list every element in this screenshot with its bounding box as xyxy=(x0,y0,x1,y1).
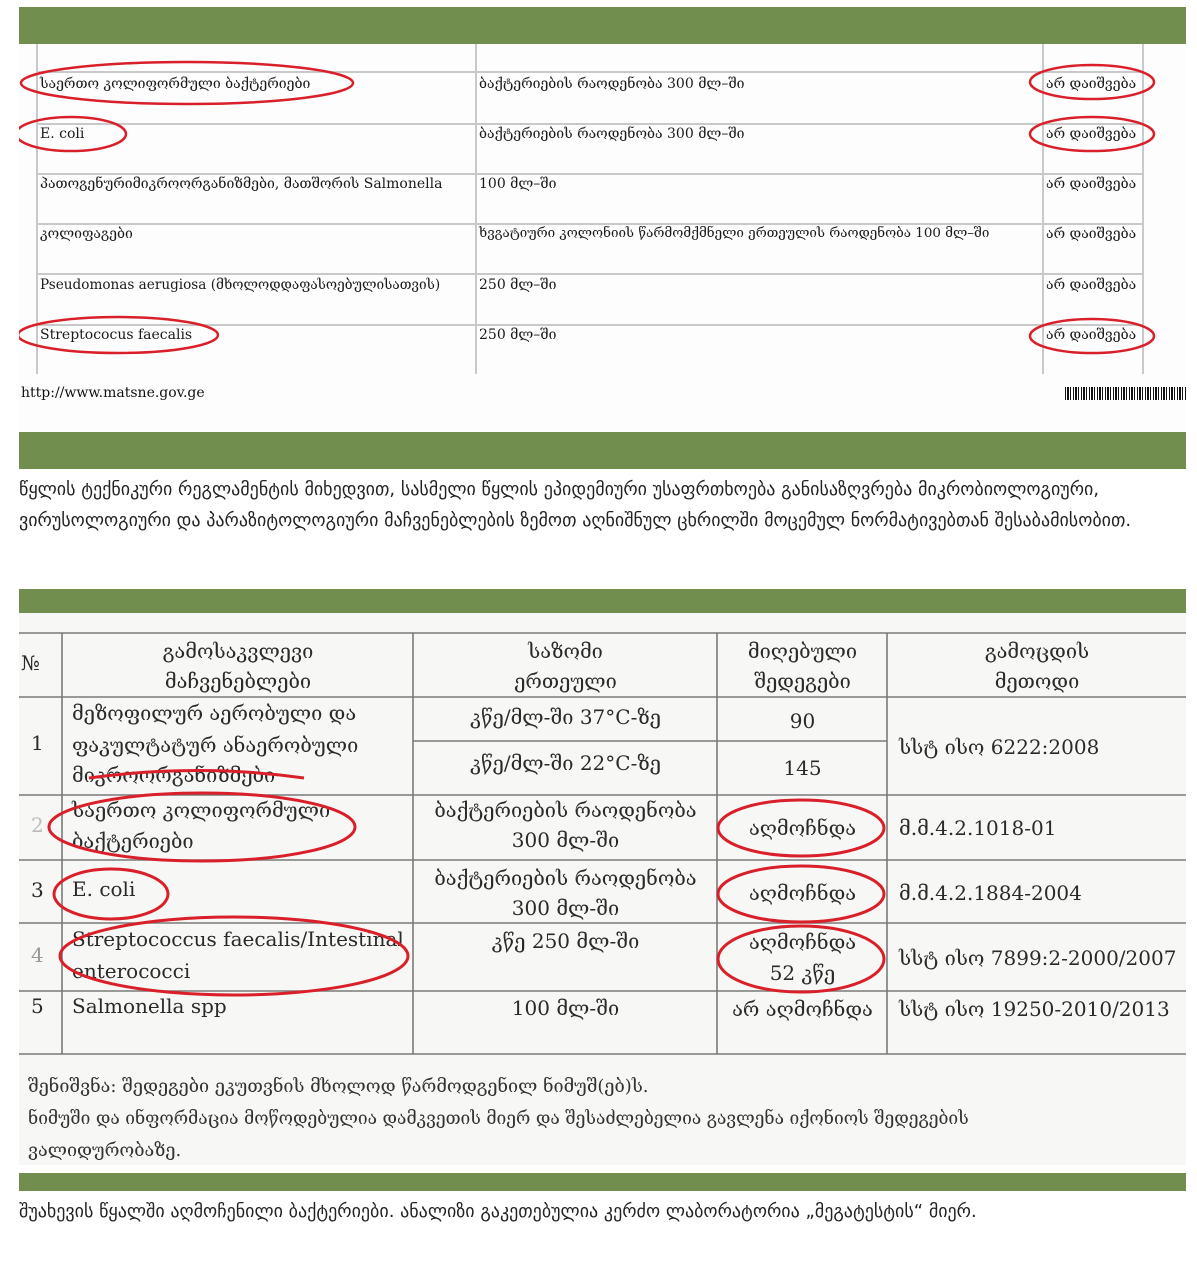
table1-row3-norm: არ დაიშვება xyxy=(1046,176,1137,192)
row4-method: სსტ ისო 7899:2-2000/2007 xyxy=(899,946,1177,970)
row3-indicator: E. coli xyxy=(72,877,136,901)
row1-unit-22c: კწე/მლ-ში 22°C-ზე xyxy=(470,751,661,775)
row2-unit-line1: ბაქტერიების რაოდენობა xyxy=(434,798,697,822)
row5-number: 5 xyxy=(31,994,44,1018)
header-indicator-line2: მაჩვენებლები xyxy=(164,669,312,693)
row2-number: 2 xyxy=(31,813,44,837)
table1-row6-unit: 250 მლ–ში xyxy=(479,327,557,343)
row1-method: სსტ ისო 6222:2008 xyxy=(899,735,1100,759)
row4-indicator-line1: Streptococcus faecalis/Intestinal xyxy=(72,927,404,951)
table1-row3-unit: 100 მლ–ში xyxy=(479,176,557,192)
table1-row1-norm: არ დაიშვება xyxy=(1046,76,1137,92)
row1-indicator-line3: მიკროორგანიზმები xyxy=(72,763,276,787)
row3-number: 3 xyxy=(31,878,44,902)
row2-result: აღმოჩნდა xyxy=(748,816,857,840)
note-line2: ნიმუში და ინფორმაცია მოწოდებულია დამკვეთის მიერ და შესაძლებელია გავლენა იქონიოს შედეგების xyxy=(28,1109,969,1129)
table1-row2-norm: არ დაიშვება xyxy=(1046,126,1137,142)
row3-unit-line1: ბაქტერიების რაოდენობა xyxy=(434,866,697,890)
table1-row6-indicator: Streptococus faecalis xyxy=(40,327,193,343)
header-indicator-line1: გამოსაკვლევი xyxy=(162,639,314,663)
caption-regulation: წყლის ტექნიკური რეგლამენტის მიხედვით, სასმელი წყლის ეპიდემიური უსაფრთხოება განისაზღვრება მიკრობიოლოგიური, ვირუსოლოგიური და პარაზიტოლოგიური მაჩვენებლების ზემოთ აღნიშნულ ცხრილში მოცემულ ნორმატივებთან შესაბამისობით. xyxy=(19,479,1132,531)
table1-row1-unit: ბაქტერიების რაოდენობა 300 მლ–ში xyxy=(479,76,745,92)
header-method-line1: გამოცდის xyxy=(984,639,1090,663)
row4-result-line1: აღმოჩნდა xyxy=(748,930,857,954)
table1-row4-indicator: კოლიფაგები xyxy=(40,226,133,242)
table1-row2-indicator: E. coli xyxy=(40,126,85,142)
table1-row5-unit: 250 მლ–ში xyxy=(479,277,557,293)
note-line3: ვალიდურობაზე. xyxy=(28,1140,182,1161)
table1-row6-norm: არ დაიშვება xyxy=(1046,327,1137,343)
table1-row4-unit: ხვგატიური კოლონიის წარმომქმნელი ერთეულის რაოდენობა 100 მლ–ში xyxy=(479,226,990,241)
header-method-line2: მეთოდი xyxy=(994,669,1080,693)
row5-result: არ აღმოჩნდა xyxy=(732,997,873,1021)
regulation-table-image xyxy=(19,44,1186,432)
row1-result-37c: 90 xyxy=(789,709,816,733)
row4-result-line2: 52 კწე xyxy=(769,961,836,985)
row1-unit-37c: კწე/მლ-ში 37°C-ზე xyxy=(470,705,661,729)
note-line1: შენიშვნა: შედეგები ეკუთვნის მხოლოდ წარმოდგენილ ნიმუშ(ებ)ს. xyxy=(28,1076,649,1097)
table1-row2-unit: ბაქტერიების რაოდენობა 300 მლ–ში xyxy=(479,126,745,142)
source-url: http://www.matsne.gov.ge xyxy=(21,385,205,401)
row1-indicator-line1: მეზოფილურ აერობული და xyxy=(72,701,357,725)
row2-unit-line2: 300 მლ-ში xyxy=(511,828,620,852)
row1-number: 1 xyxy=(31,731,44,755)
row2-indicator-line1: საერთო კოლიფორმული xyxy=(72,798,331,822)
header-unit-line2: ერთეული xyxy=(514,669,617,693)
row2-method: მ.მ.4.2.1018-01 xyxy=(899,816,1057,840)
table1-row1-indicator: საერთო კოლიფორმული ბაქტერიები xyxy=(40,76,311,92)
mid-green-band-1 xyxy=(19,432,1186,469)
table1-row3-indicator: პათოგენურიმიკროორგანიზმები, მათშორის Salmonella xyxy=(40,176,443,192)
row4-indicator-line2: enterococci xyxy=(72,959,191,983)
header-number: № xyxy=(21,651,40,675)
top-green-band xyxy=(19,7,1186,44)
row4-unit: კწე 250 მლ-ში xyxy=(491,929,640,953)
row1-result-22c: 145 xyxy=(783,756,822,780)
mid-green-band-2 xyxy=(19,589,1186,613)
regulation-table-grid xyxy=(19,44,1186,374)
barcode xyxy=(1065,387,1186,400)
header-unit-line1: საზომი xyxy=(528,639,603,663)
table1-row5-indicator: Pseudomonas aerugiosa (მხოლოდდაფასოებულისათვის) xyxy=(40,277,441,293)
header-result-line2: შედეგები xyxy=(754,669,851,693)
header-result-line1: მიღებული xyxy=(747,639,858,663)
row3-unit-line2: 300 მლ-ში xyxy=(511,896,620,920)
row5-unit: 100 მლ-ში xyxy=(511,996,620,1020)
caption-lab-results: შუახევის წყალში აღმოჩენილი ბაქტერიები. ანალიზი გაკეთებულია კერძო ლაბორატორია „მეგატესტის“ მიერ. xyxy=(19,1201,977,1222)
table1-row4-norm: არ დაიშვება xyxy=(1046,226,1137,242)
table1-row5-norm: არ დაიშვება xyxy=(1046,277,1137,293)
row2-indicator-line2: ბაქტერიები xyxy=(72,829,194,853)
row5-indicator: Salmonella spp xyxy=(72,994,227,1018)
bottom-green-band xyxy=(19,1173,1186,1191)
row1-indicator-line2: ფაკულტატურ ანაერობული xyxy=(72,733,359,757)
row3-result: აღმოჩნდა xyxy=(748,881,857,905)
row3-method: მ.მ.4.2.1884-2004 xyxy=(899,881,1082,905)
lab-results-image xyxy=(19,613,1186,1165)
row4-number: 4 xyxy=(31,943,44,967)
row5-method: სსტ ისო 19250-2010/2013 xyxy=(899,997,1170,1021)
